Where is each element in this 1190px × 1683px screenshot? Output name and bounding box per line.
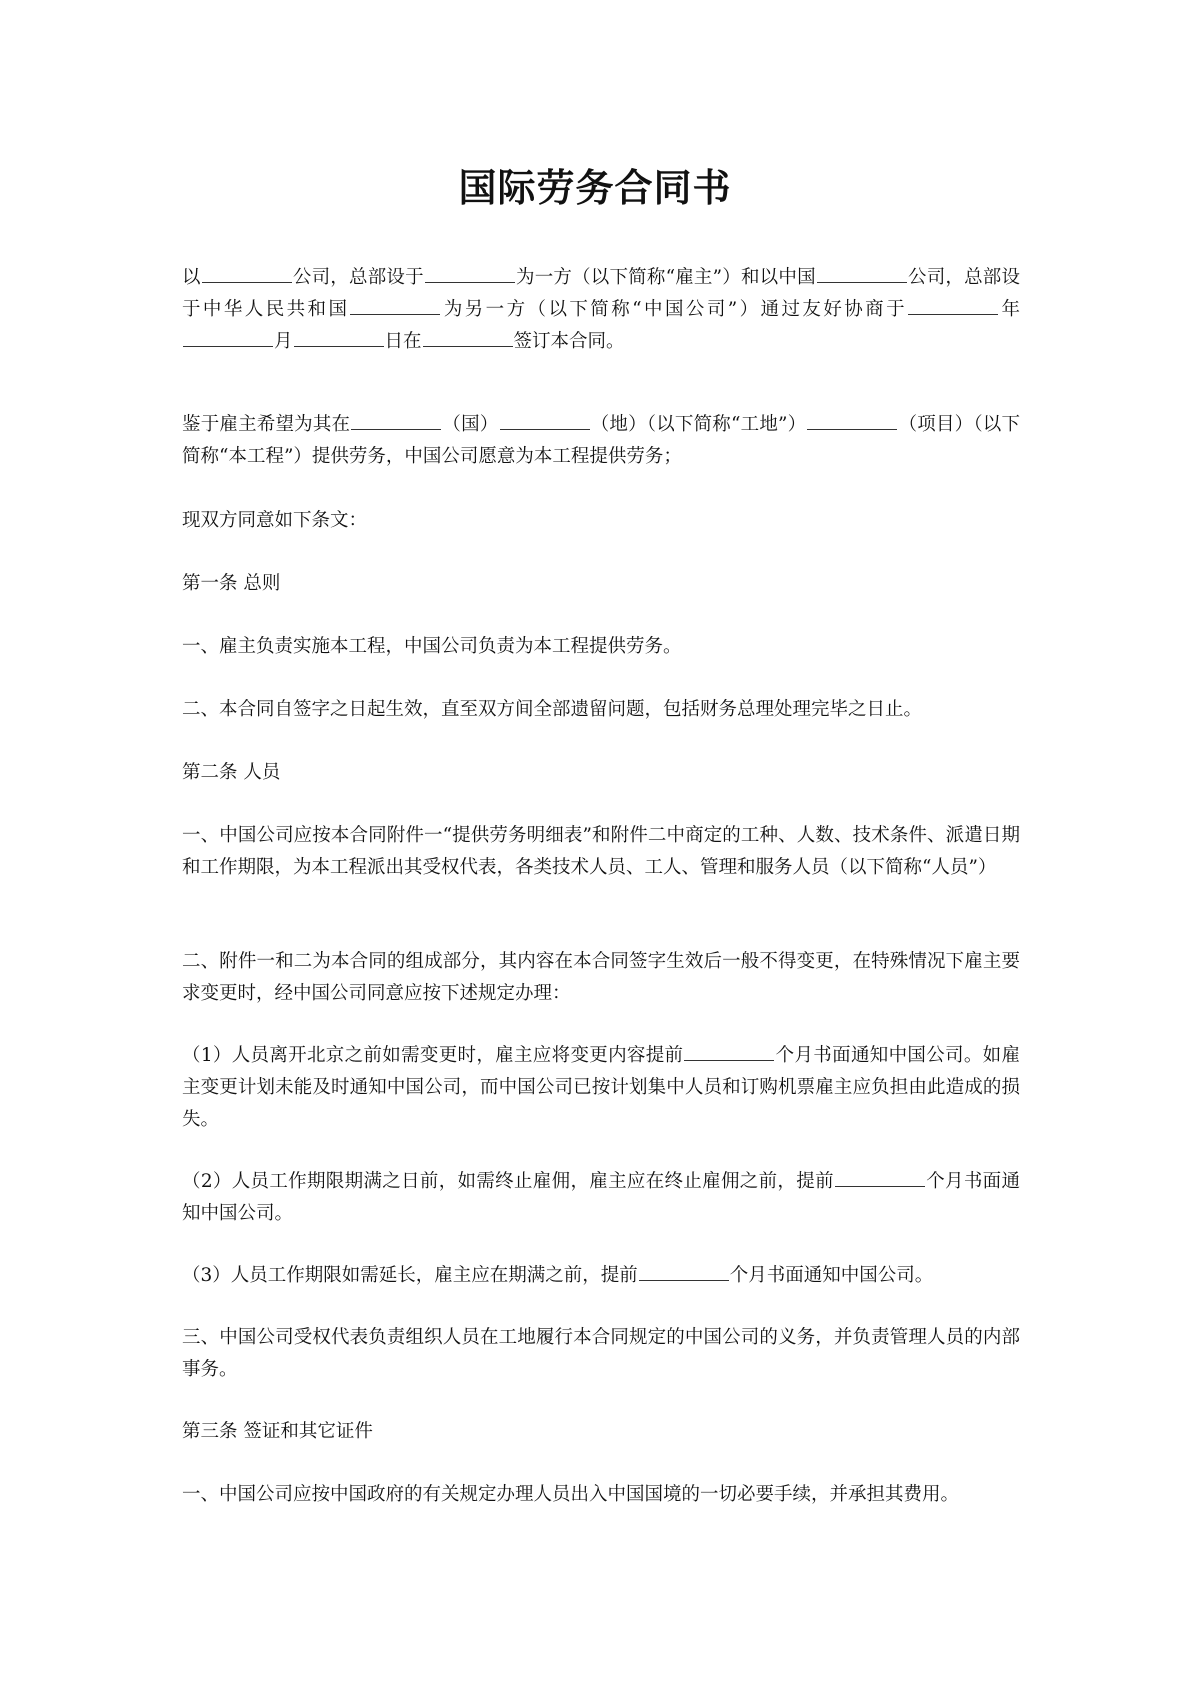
article2-heading: 第二条 人员	[182, 762, 281, 783]
article2-item2: 二、附件一和二为本合同的组成部分，其内容在本合同签字生效后一般不得变更，在特殊情况下雇主要求变更时，经中国公司同意应按下述规定办理：	[182, 951, 1020, 1004]
article3-heading: 第三条 签证和其它证件	[182, 1421, 373, 1442]
text: 为另一方（以下简称“中国公司”）通过友好协商	[441, 299, 887, 320]
blank-field	[350, 296, 440, 315]
text: （项目）（以下简称“本工程”）提供劳务，中国公司愿意为本工程提供劳务；	[182, 414, 1020, 467]
article2-sub2	[182, 1166, 1020, 1230]
blank-field	[423, 328, 513, 347]
article2-item3: 三、中国公司受权代表负责组织人员在工地履行本合同规定的中国公司的义务，并负责管理人员的内部事务。	[182, 1327, 1020, 1380]
blank-field	[908, 296, 998, 315]
blank-field	[294, 328, 384, 347]
blank-field	[807, 411, 897, 430]
text: 个月书面通知中国公司。	[182, 1171, 1020, 1224]
article3-item1: 一、中国公司应按中国政府的有关规定办理人员出入中国国境的一切必要手续，并承担其费用。	[182, 1484, 960, 1505]
article2-sub3	[182, 1260, 1020, 1292]
text: 日在	[384, 331, 422, 352]
text: 个月书面通知中国公司。	[729, 1265, 934, 1286]
document-title: 国际劳务合同书	[458, 165, 732, 210]
text: 个月书面通知中国公司。如雇主变更计划未能及时通知中国公司，而中国公司已按计划集中人员和订购机票雇主应负担由此造成的损失。	[182, 1045, 1020, 1130]
text: 签订本合同。	[513, 331, 625, 352]
text: （地）（以下简称“工地”）	[590, 414, 807, 435]
text: 为一方（以下简称“雇主”）和以中国	[515, 267, 816, 288]
article1-item1: 一、雇主负责实施本工程，中国公司负责为本工程提供劳务。	[182, 636, 682, 657]
text: 以	[182, 267, 201, 288]
blank-field	[639, 1262, 729, 1281]
blank-field	[684, 1042, 774, 1061]
text: （1）人员离开北京之前如需变更时，雇主应将变更内容提前	[182, 1045, 684, 1066]
text: （国）	[442, 414, 499, 435]
whereas-paragraph	[182, 409, 1020, 473]
article1-item2: 二、本合同自签字之日起生效，直至双方间全部遗留问题，包括财务总理处理完毕之日止。	[182, 699, 923, 720]
blank-field	[500, 411, 590, 430]
blank-field	[351, 411, 441, 430]
blank-field	[183, 328, 273, 347]
text: （3）人员工作期限如需延长，雇主应在期满之前，提前	[182, 1265, 638, 1286]
blank-field	[817, 264, 907, 283]
article1-heading: 第一条 总则	[182, 573, 281, 594]
text: 公	[907, 267, 927, 288]
text: 公司，总部设于	[292, 267, 424, 288]
text: 司，总部设于中华人民共和国	[182, 267, 1020, 320]
article2-sub1	[182, 1040, 1020, 1136]
article2-item1: 一、中国公司应按本合同附件一“提供劳务明细表”和附件二中商定的工种、人数、技术条件、派遣日期和工作期限，为本工程派出其受权代表，各类技术人员、工人、管理和服务人员（以下简称“人员”）	[182, 825, 1020, 878]
preamble-paragraph	[182, 262, 1020, 358]
text: 于	[886, 299, 908, 320]
text: 鉴于雇主希望为其在	[182, 414, 351, 435]
blank-field	[835, 1168, 925, 1187]
text: （2）人员工作期限期满之日前，如需终止雇佣，雇主应在终止雇佣之前，提前	[182, 1171, 834, 1192]
blank-field	[202, 264, 292, 283]
text: 月	[274, 331, 293, 352]
agreement-line: 现双方同意如下条文：	[182, 510, 368, 531]
blank-field	[425, 264, 515, 283]
text: 年	[999, 299, 1020, 320]
